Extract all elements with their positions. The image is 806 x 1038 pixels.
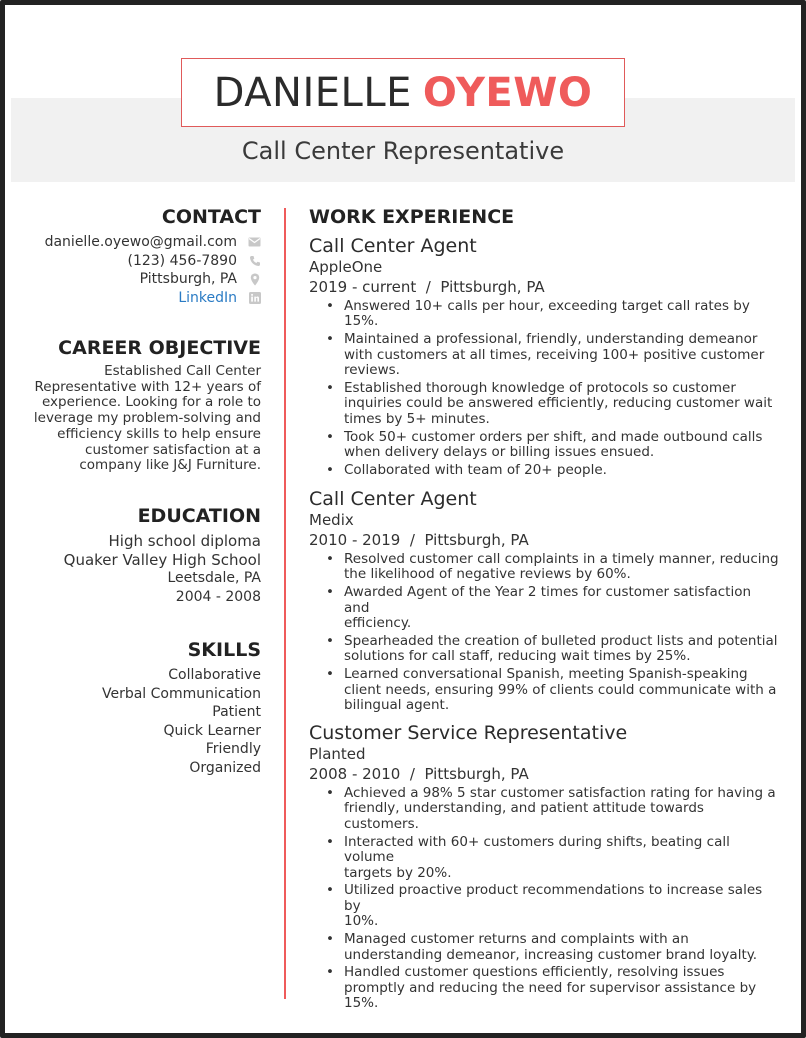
skills-section	[28, 639, 261, 777]
linkedin-icon[interactable]	[248, 292, 261, 304]
phone-icon	[248, 255, 261, 267]
education-heading: EDUCATION	[137, 505, 261, 527]
linkedin-link[interactable]: LinkedIn	[178, 289, 237, 306]
job-role: Call Center Agent	[309, 488, 477, 510]
name-box	[181, 58, 625, 127]
first-name: DANIELLE	[213, 69, 412, 116]
linkedin-row[interactable]	[28, 289, 261, 308]
education-degree: High school diploma	[108, 532, 261, 550]
last-name: OYEWO	[422, 69, 593, 116]
contact-heading: CONTACT	[161, 206, 261, 228]
job-bullets	[309, 786, 779, 1012]
bullet-item: • Utilized proactive product recommendations to increase sales by 10%.	[309, 883, 779, 929]
map-pin-icon	[248, 273, 261, 286]
objective-section	[28, 337, 261, 474]
bullet-item: • Interacted with 60+ customers during shifts, beating call volume targets by 20%.	[309, 835, 779, 881]
job-role: Call Center Agent	[309, 235, 477, 257]
education-location: Leetsdale, PA	[167, 570, 261, 586]
job-role: Customer Service Representative	[309, 722, 628, 744]
phone-text[interactable]: (123) 456-7890	[127, 252, 237, 269]
education-dates: 2004 - 2008	[175, 588, 261, 605]
job-meta: 2008 - 2010 / Pittsburgh, PA	[309, 765, 529, 783]
bullet-item: • Took 50+ customer orders per shift, and made outbound calls when delivery delays or billing issues ensued.	[309, 430, 779, 461]
skill-item: Patient	[212, 704, 261, 720]
objective-heading: CAREER OBJECTIVE	[58, 337, 261, 359]
location-text: Pittsburgh, PA	[139, 271, 237, 288]
bullet-item: • Managed customer returns and complaints with an understanding demeanor, increasing customer brand loyalty.	[309, 932, 779, 963]
bullet-item: • Maintained a professional, friendly, understanding demeanor with customers at all times, receiving 100+ positive customer reviews.	[309, 332, 779, 378]
page-title: Call Center Representative	[241, 137, 565, 165]
bullet-item: • Spearheaded the creation of bulleted product lists and potential solutions for call staff, reducing wait times by 25%.	[309, 634, 779, 665]
skill-item: Friendly	[205, 741, 261, 757]
job-company: AppleOne	[309, 258, 383, 276]
bullet-item: • Handled customer questions efficiently, resolving issues promptly and reducing the need for supervisor assistance by 15%.	[309, 965, 779, 1011]
job-meta: 2010 - 2019 / Pittsburgh, PA	[309, 531, 529, 549]
email-row[interactable]	[28, 233, 261, 252]
skill-item: Collaborative	[168, 667, 261, 683]
email-text[interactable]: danielle.oyewo@gmail.com	[44, 234, 237, 251]
envelope-icon	[248, 237, 261, 247]
location-row	[28, 270, 261, 289]
job-entry	[309, 488, 779, 716]
skill-item: Quick Learner	[163, 722, 261, 739]
education-school: Quaker Valley High School	[63, 550, 261, 569]
contact-section	[28, 206, 261, 307]
job-entry	[309, 722, 779, 1014]
bullet-item: • Established thorough knowledge of protocols so customer inquiries could be answered efficiently, reducing customer wait times by 5+ minutes.	[309, 381, 779, 427]
job-bullets	[309, 552, 779, 714]
phone-row[interactable]	[28, 252, 261, 271]
education-section	[28, 505, 261, 606]
column-divider	[284, 208, 286, 999]
skill-item: Organized	[189, 759, 261, 776]
bullet-item: • Answered 10+ calls per hour, exceeding target call rates by 15%.	[309, 299, 779, 330]
experience-heading: WORK EXPERIENCE	[309, 206, 515, 228]
bullet-item: • Resolved customer call complaints in a timely manner, reducing the likelihood of negative reviews by 60%.	[309, 552, 779, 583]
skills-list	[28, 666, 261, 777]
job-bullets	[309, 299, 779, 478]
objective-text: Established Call Center Representative with 12+ years of experience. Looking for a role to leverage my problem-solving and efficiency skills to help ensure customer satisfaction at a company like J&J Furniture.	[33, 363, 261, 474]
skills-heading: SKILLS	[187, 639, 261, 661]
job-meta: 2019 - current / Pittsburgh, PA	[309, 278, 545, 296]
experience-heading-wrap	[309, 206, 779, 228]
job-entry	[309, 235, 779, 481]
bullet-item: • Achieved a 98% 5 star customer satisfaction rating for having a friendly, understanding, and patient attitude towards customers.	[309, 786, 779, 832]
skill-item: Verbal Communication	[101, 685, 261, 702]
job-company: Medix	[309, 511, 354, 529]
job-company: Planted	[309, 745, 366, 763]
bullet-item: • Awarded Agent of the Year 2 times for customer satisfaction and efficiency.	[309, 585, 779, 631]
bullet-item: • Collaborated with team of 20+ people.	[309, 463, 779, 478]
bullet-item: • Learned conversational Spanish, meeting Spanish-speaking client needs, ensuring 99% of clients could communicate with a bilingual agent.	[309, 667, 779, 713]
